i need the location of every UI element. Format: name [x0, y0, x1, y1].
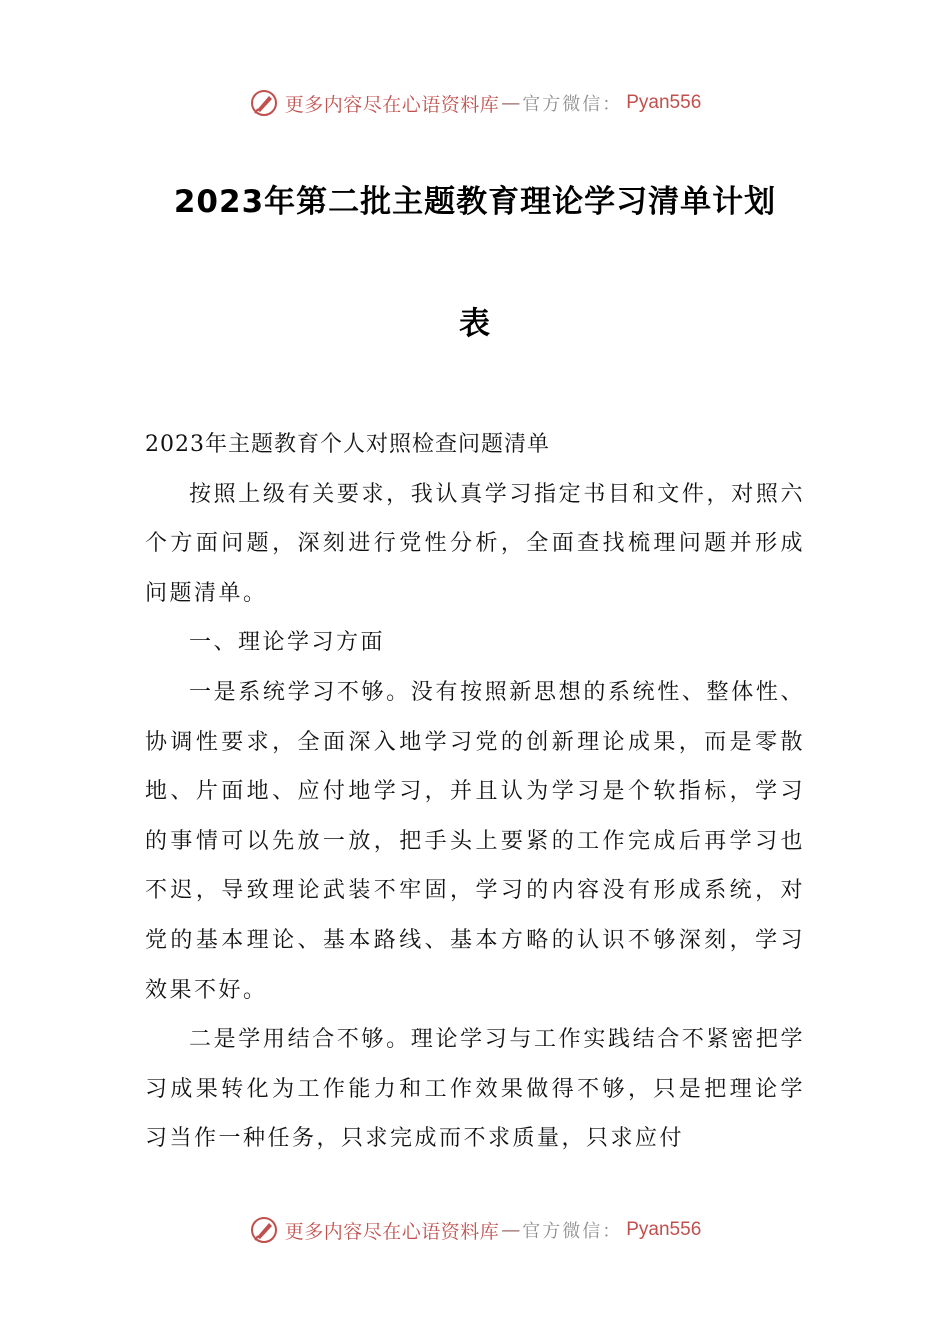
- footer-watermark: [0, 1210, 950, 1250]
- header-watermark: [0, 83, 950, 123]
- watermark-wechat-id: Pyan556: [626, 1219, 702, 1240]
- watermark-official-label: 官方微信：: [522, 1221, 623, 1242]
- watermark-wechat-id: Pyan556: [626, 92, 702, 113]
- watermark-site-text: 更多内容尽在心语资料库: [284, 1220, 500, 1243]
- quill-pen-logo-icon: [249, 1215, 279, 1245]
- document-subtitle: 2023年主题教育个人对照检查问题清单: [145, 432, 550, 457]
- section-heading-theory-study: 一、理论学习方面: [189, 630, 386, 656]
- quill-pen-logo-icon: [249, 88, 279, 118]
- intro-paragraph: 按照上级有关要求，我认真学习指定书目和文件，对照六个方面问题，深刻进行党性分析，全面查找梳理问题并形成问题清单。: [145, 481, 805, 606]
- paragraph-point-2: 二是学用结合不够。理论学习与工作实践结合不紧密把学习成果转化为工作能力和工作效果做得不够，只是把理论学习当作一种任务，只求完成而不求质量，只求应付: [145, 1027, 805, 1152]
- document-title-line-1: 2023年第二批主题教育理论学习清单计划: [173, 184, 777, 220]
- document-body: [145, 420, 805, 1164]
- document-title-line-2: 表: [459, 306, 491, 342]
- watermark-site-text: 更多内容尽在心语资料库: [284, 93, 500, 116]
- watermark-official-label: 官方微信：: [522, 94, 623, 115]
- watermark-separator: —: [501, 1219, 521, 1241]
- paragraph-point-1: 一是系统学习不够。没有按照新思想的系统性、整体性、协调性要求，全面深入地学习党的创新理论成果，而是零散地、片面地、应付地学习，并且认为学习是个软指标，学习的事情可以先放一放，把手头上要紧的工作完成后再学习也不迟，导致理论武装不牢固，学习的内容没有形成系统，对党的基本理论、基本路线、基本方略的认识不够深刻，学习效果不好。: [145, 679, 805, 1003]
- watermark-separator: —: [501, 92, 521, 114]
